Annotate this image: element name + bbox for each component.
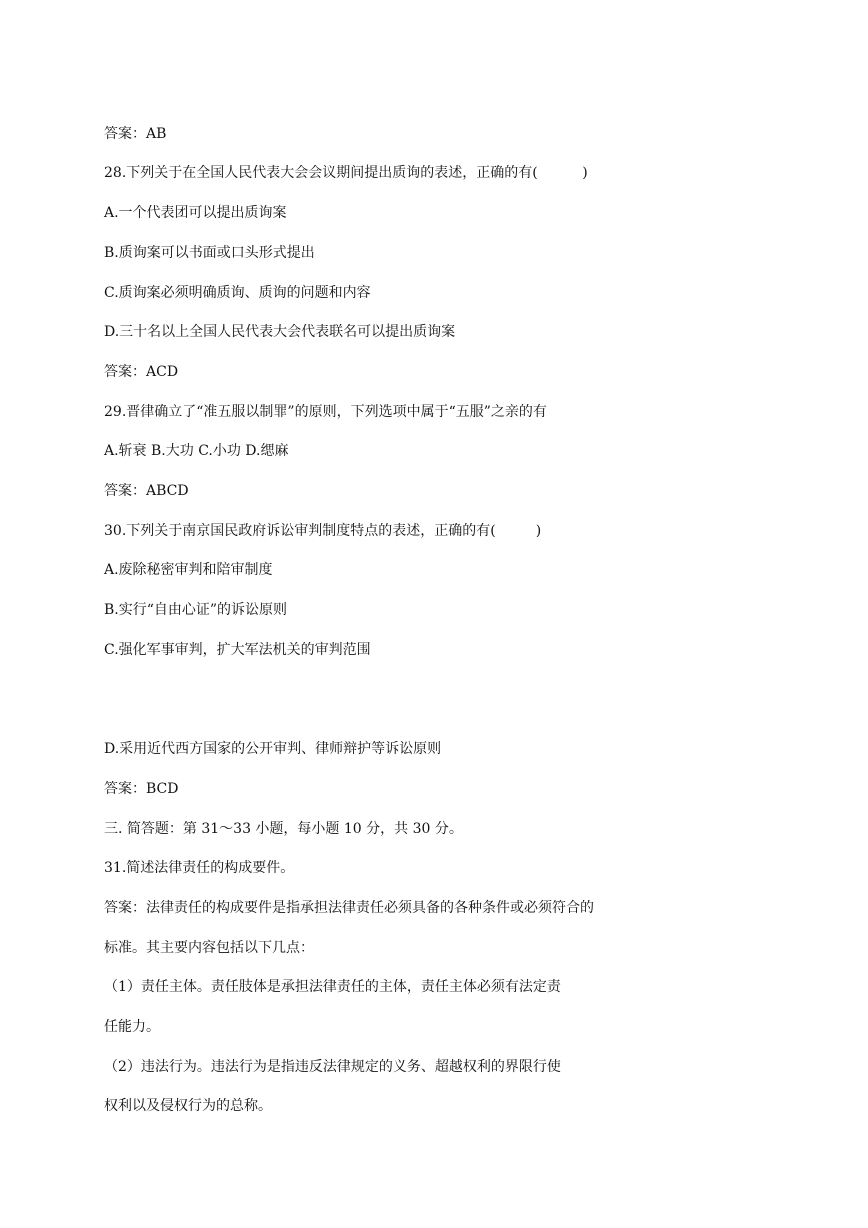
question-30-option-c: C.强化军事审判，扩大军法机关的审判范围 bbox=[104, 642, 371, 658]
answer-27: 答案：AB bbox=[104, 126, 167, 142]
answer-28: 答案：ACD bbox=[104, 364, 179, 380]
answer-29: 答案：ABCD bbox=[104, 483, 189, 499]
question-30-option-d: D.采用近代西方国家的公开审判、律师辩护等诉讼原则 bbox=[104, 741, 442, 757]
answer-30: 答案：BCD bbox=[104, 781, 179, 797]
answer-31-point-1: （1）责任主体。责任肢体是承担法律责任的主体，责任主体必须有法定责 bbox=[104, 979, 561, 995]
question-30-option-b: B.实行“自由心证”的诉讼原则 bbox=[104, 602, 288, 618]
question-31: 31.简述法律责任的构成要件。 bbox=[104, 860, 295, 876]
question-28-option-a: A.一个代表团可以提出质询案 bbox=[104, 205, 287, 221]
answer-31-point-1-cont: 任能力。 bbox=[104, 1019, 160, 1035]
question-29: 29.晋律确立了“准五服以制罪”的原则，下列选项中属于“五服”之亲的有 bbox=[104, 404, 547, 420]
answer-31-line-1: 答案：法律责任的构成要件是指承担法律责任必须具备的各种条件或必须符合的 bbox=[104, 900, 594, 916]
question-30-option-a: A.废除秘密审判和陪审制度 bbox=[104, 562, 273, 578]
section-heading-short-answer: 三. 简答题：第 31～33 小题，每小题 10 分，共 30 分。 bbox=[104, 821, 463, 837]
question-30: 30.下列关于南京国民政府诉讼审判制度特点的表述，正确的有( ) bbox=[104, 523, 542, 539]
question-28-option-b: B.质询案可以书面或口头形式提出 bbox=[104, 245, 315, 261]
question-28-option-d: D.三十名以上全国人民代表大会代表联名可以提出质询案 bbox=[104, 324, 456, 340]
answer-31-point-2: （2）违法行为。违法行为是指违反法律规定的义务、超越权利的界限行使 bbox=[104, 1059, 561, 1075]
answer-31-point-2-cont: 权利以及侵权行为的总称。 bbox=[104, 1098, 272, 1114]
question-28-option-c: C.质询案必须明确质询、质询的问题和内容 bbox=[104, 285, 371, 301]
answer-31-line-2: 标准。其主要内容包括以下几点： bbox=[104, 940, 314, 956]
question-28: 28.下列关于在全国人民代表大会会议期间提出质询的表述，正确的有( ) bbox=[104, 165, 588, 181]
question-29-options: A.斩衰 B.大功 C.小功 D.缌麻 bbox=[104, 443, 289, 459]
